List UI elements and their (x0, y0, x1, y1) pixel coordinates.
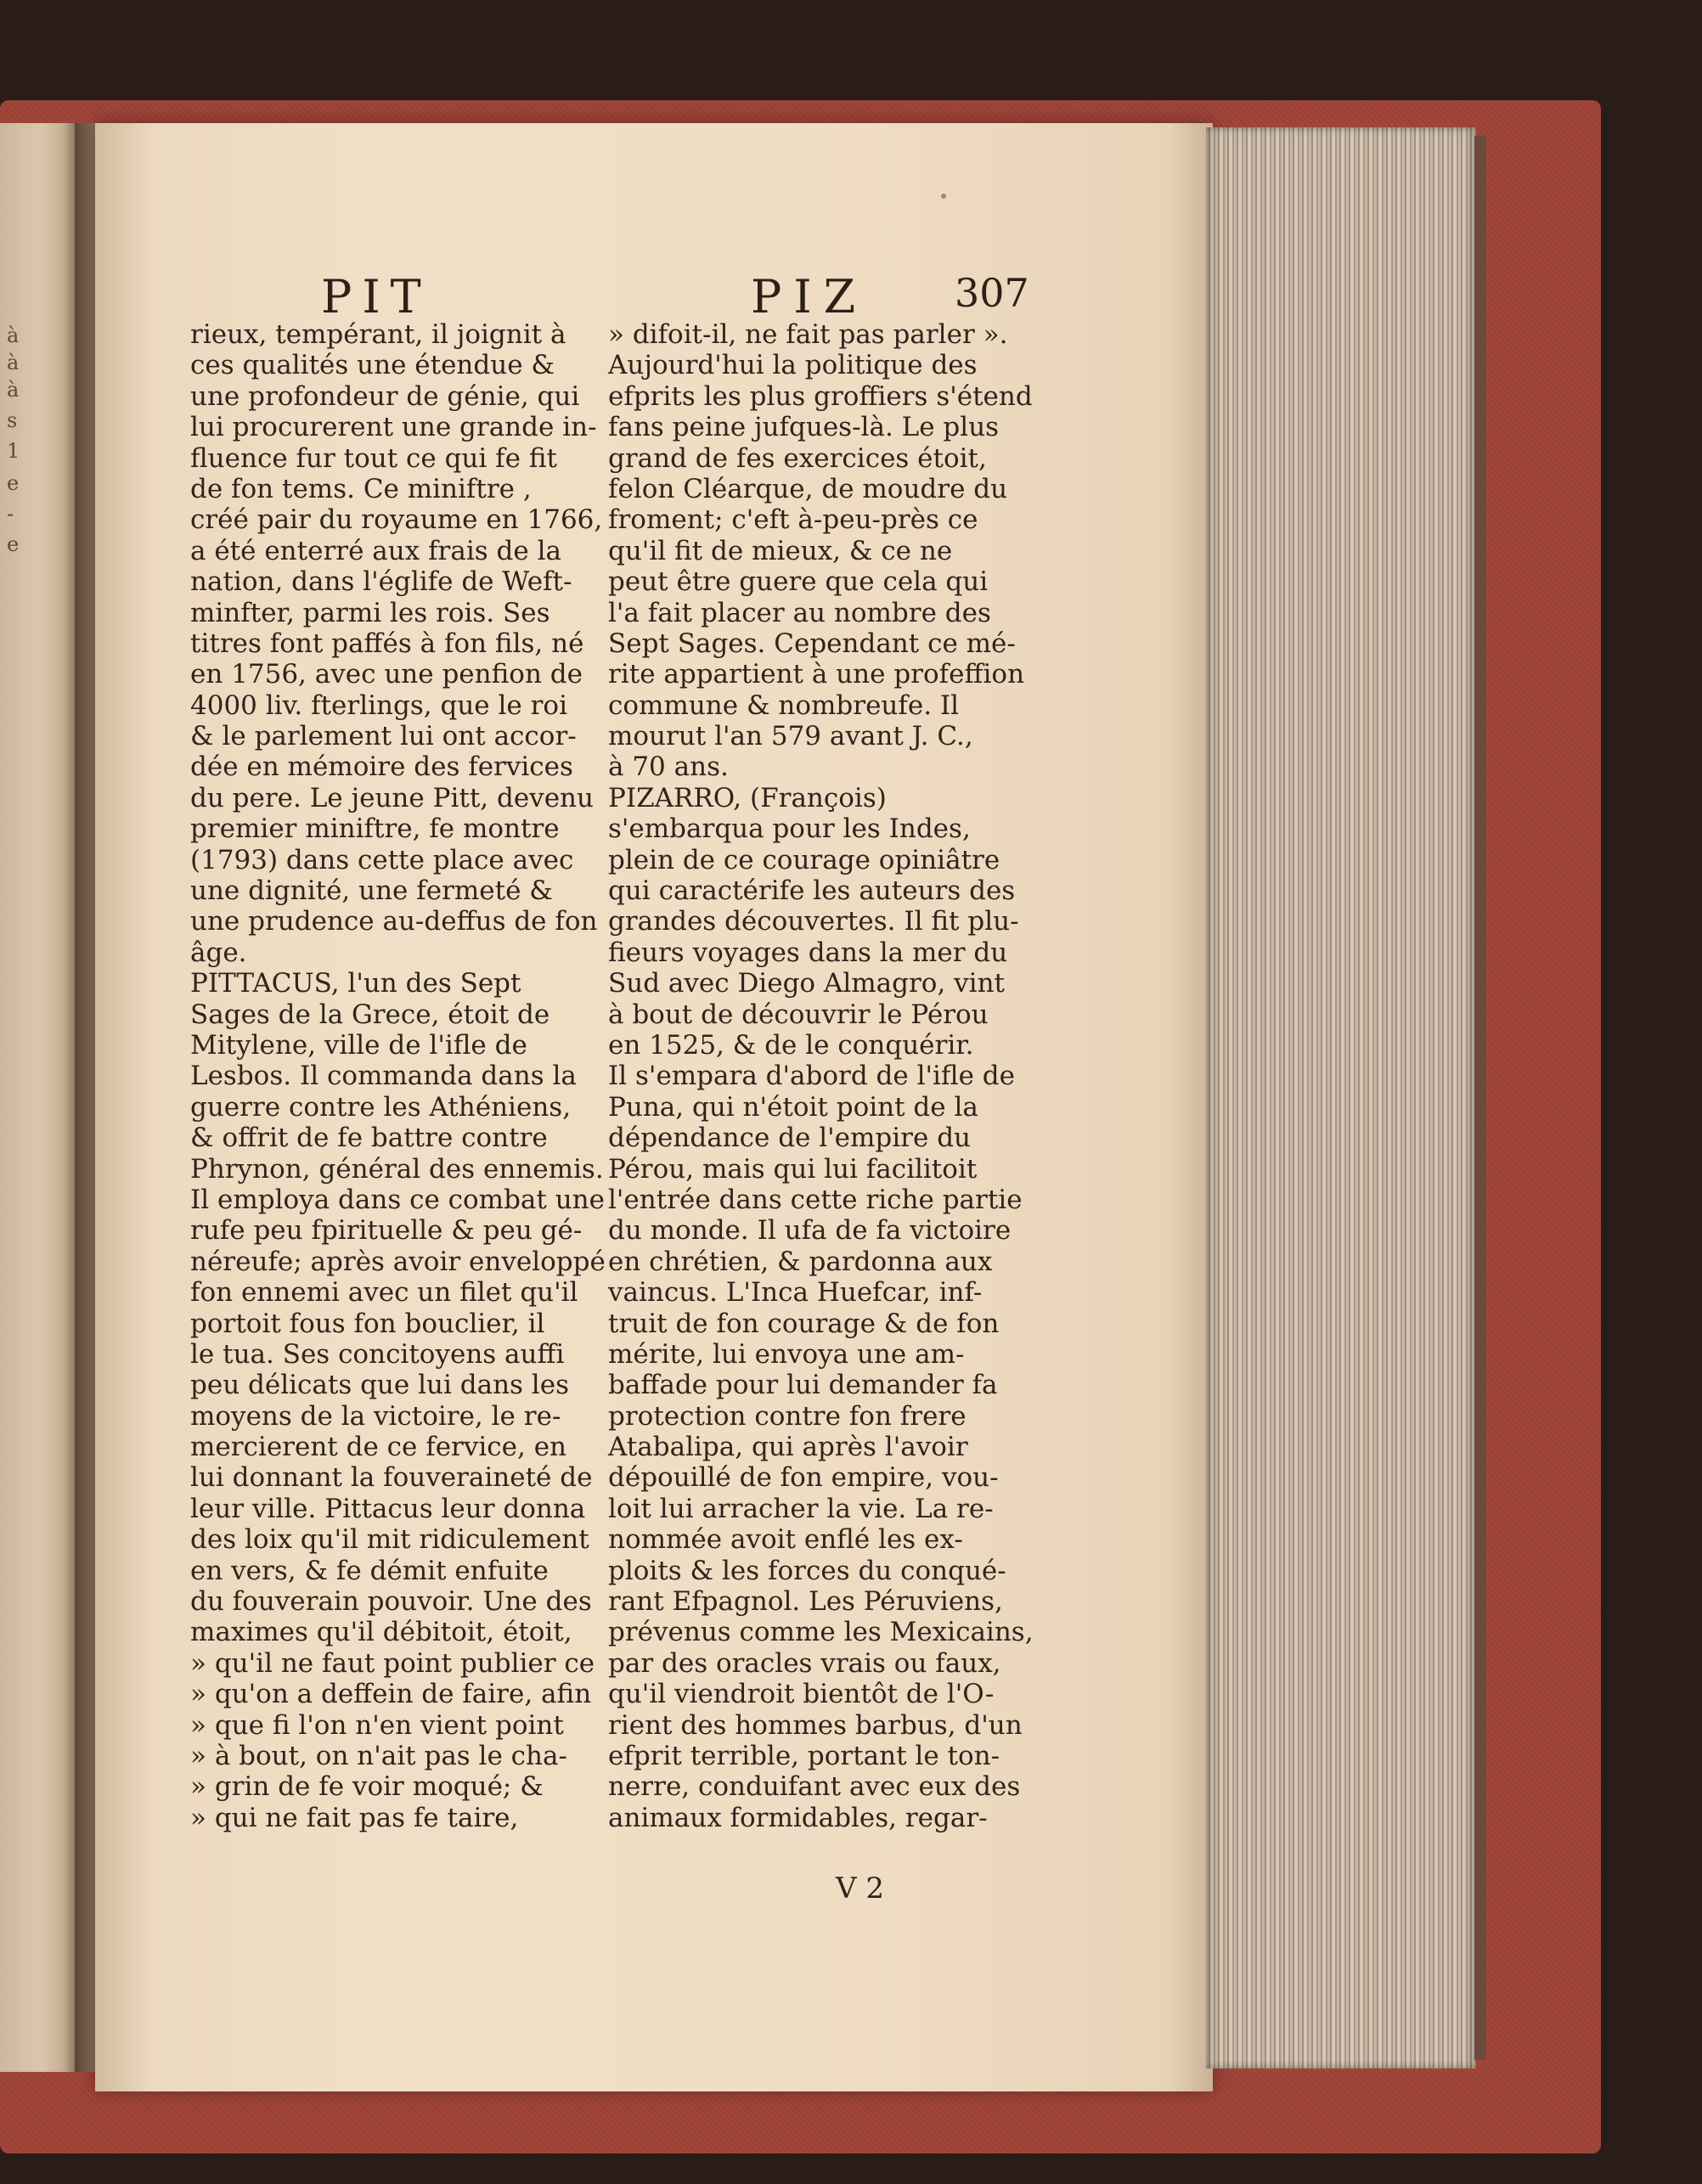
text-line: qu'il viendroit bientôt de l'O- (608, 1679, 995, 1710)
text-line: vaincus. L'Inca Huefcar, inf- (608, 1277, 983, 1309)
text-line: à bout de découvrir le Pérou (608, 999, 989, 1030)
text-line: en 1525, & de le conquérir. (608, 1029, 974, 1061)
text-line: premier miniftre, fe montre (190, 813, 560, 845)
text-line: Phrynon, général des ennemis. (190, 1153, 604, 1185)
text-line: une prudence au-deffus de fon (190, 906, 598, 937)
text-line: Aujourd'hui la politique des (608, 350, 978, 381)
text-line: du pere. Le jeune Pitt, devenu (190, 782, 594, 813)
text-line: Sept Sages. Cependant ce mé- (608, 628, 1016, 659)
text-line: qu'il fit de mieux, & ce ne (608, 535, 953, 566)
text-line: une profondeur de génie, qui (190, 380, 580, 412)
text-line: en 1756, avec une penfion de (190, 659, 583, 690)
text-line: nerre, conduifant avec eux des (608, 1771, 1021, 1803)
text-line: & le parlement lui ont accor- (190, 721, 577, 752)
text-line: PIZARRO, (François) (608, 782, 887, 813)
text-line: rite appartient à une profeffion (608, 659, 1025, 690)
margin-fragment: à (7, 378, 20, 402)
text-line: par des oracles vrais ou faux, (608, 1647, 1001, 1679)
text-line: du monde. Il ufa de fa victoire (608, 1215, 1012, 1247)
text-line: le tua. Ses concitoyens auffi (190, 1338, 565, 1370)
text-line: mourut l'an 579 avant J. C., (608, 721, 973, 752)
text-line: lui donnant la fouveraineté de (190, 1462, 593, 1494)
cover-board-edge (1474, 136, 1486, 2060)
text-line: en vers, & fe démit enfuite (190, 1555, 549, 1586)
margin-fragment: - (7, 502, 14, 526)
text-line: nommée avoit enflé les ex- (608, 1524, 963, 1556)
text-line: mérite, lui envoya une am- (608, 1338, 965, 1370)
text-line: lui procurerent une grande in- (190, 412, 597, 443)
text-line: nation, dans l'églife de Weft- (190, 566, 572, 598)
text-line: rant Efpagnol. Les Péruviens, (608, 1586, 1003, 1618)
text-line: protection contre fon frere (608, 1400, 967, 1432)
text-line: créé pair du royaume en 1766, (190, 504, 603, 536)
page-block-edge (1206, 127, 1476, 2069)
text-line: felon Cléarque, de moudre du (608, 473, 1008, 504)
text-line: commune & nombreufe. Il (608, 690, 960, 721)
text-line: du fouverain pouvoir. Une des (190, 1586, 592, 1618)
text-line: grandes découvertes. Il fit plu- (608, 906, 1019, 937)
text-column-left (190, 319, 606, 1833)
text-line: maximes qu'il débitoit, étoit, (190, 1617, 572, 1648)
text-line: » à bout, on n'ait pas le cha- (190, 1740, 567, 1771)
margin-fragment: à (7, 324, 20, 347)
text-line: efprits les plus groffiers s'étend (608, 380, 1033, 412)
text-line: mercierent de ce fervice, en (190, 1432, 567, 1463)
text-line: fluence fur tout ce qui fe fit (190, 442, 557, 474)
text-line: Il employa dans ce combat une (190, 1184, 605, 1215)
margin-fragment: 1 (7, 439, 20, 463)
text-line: loit lui arracher la vie. La re- (608, 1493, 994, 1524)
text-line: rufe peu fpirituelle & peu gé- (190, 1215, 583, 1247)
text-line: des loix qu'il mit ridiculement (190, 1524, 589, 1556)
text-line: ploits & les forces du conqué- (608, 1555, 1006, 1586)
text-line: minfter, parmi les rois. Ses (190, 597, 550, 628)
text-line: animaux formidables, regar- (608, 1802, 988, 1833)
text-line: guerre contre les Athéniens, (190, 1091, 572, 1123)
text-line: dépouillé de fon empire, vou- (608, 1462, 999, 1494)
margin-fragment: e (7, 471, 20, 495)
running-head-right: PIZ (751, 270, 868, 324)
text-line: dée en mémoire des fervices (190, 751, 573, 783)
text-line: portoit fous fon bouclier, il (190, 1308, 545, 1339)
text-line: » qu'on a deffein de faire, afin (190, 1679, 592, 1710)
text-line: » qu'il ne faut point publier ce (190, 1647, 595, 1679)
text-line: » qui ne fait pas fe taire, (190, 1802, 519, 1833)
running-head-left: PIT (321, 270, 431, 324)
text-line: plein de ce courage opiniâtre (608, 844, 1000, 875)
text-line: » difoit-il, ne fait pas parler ». (608, 319, 1008, 350)
text-line: moyens de la victoire, le re- (190, 1400, 561, 1432)
text-line: Il s'empara d'abord de l'ifle de (608, 1061, 1016, 1092)
margin-fragment: e (7, 532, 20, 556)
text-line: Mitylene, ville de l'ifle de (190, 1029, 527, 1061)
text-line: PITTACUS, l'un des Sept (190, 968, 521, 999)
text-line: l'a fait placer au nombre des (608, 597, 991, 628)
text-line: rieux, tempérant, il joignit à (190, 319, 566, 350)
text-line: efprit terrible, portant le ton- (608, 1740, 1000, 1771)
text-line: fieurs voyages dans la mer du (608, 937, 1008, 968)
text-line: froment; c'eft à-peu-près ce (608, 504, 978, 536)
text-line: » grin de fe voir moqué; & (190, 1771, 544, 1803)
text-line: titres font paffés à fon fils, né (190, 628, 584, 659)
text-line: fans peine jufques-là. Le plus (608, 412, 1000, 443)
text-line: prévenus comme les Mexicains, (608, 1617, 1034, 1648)
text-line: Sages de la Grece, étoit de (190, 999, 550, 1030)
left-page-edge (0, 123, 75, 2072)
text-line: grand de fes exercices étoit, (608, 442, 987, 474)
margin-fragment: s (7, 408, 18, 432)
text-line: dépendance de l'empire du (608, 1123, 972, 1154)
text-line: leur ville. Pittacus leur donna (190, 1493, 586, 1524)
text-line: » que fi l'on n'en vient point (190, 1709, 564, 1741)
text-line: l'entrée dans cette riche partie (608, 1184, 1023, 1215)
text-line: fon ennemi avec un filet qu'il (190, 1277, 578, 1309)
text-line: de fon tems. Ce miniftre , (190, 473, 532, 504)
text-line: qui caractérife les auteurs des (608, 875, 1016, 907)
text-line: a été enterré aux frais de la (190, 535, 561, 566)
signature-mark: V 2 (836, 1872, 884, 1905)
text-line: rient des hommes barbus, d'un (608, 1709, 1023, 1741)
text-line: en chrétien, & pardonna aux (608, 1246, 993, 1277)
text-line: Pérou, mais qui lui facilitoit (608, 1153, 978, 1185)
text-line: 4000 liv. fterlings, que le roi (190, 690, 567, 721)
text-line: peu délicats que lui dans les (190, 1370, 569, 1401)
text-line: Sud avec Diego Almagro, vint (608, 968, 1005, 999)
text-line: s'embarqua pour les Indes, (608, 813, 971, 845)
text-line: peut être guere que cela qui (608, 566, 989, 598)
text-line: Puna, qui n'étoit point de la (608, 1091, 978, 1123)
text-line: Atabalipa, qui après l'avoir (608, 1432, 968, 1463)
text-line: baffade pour lui demander fa (608, 1370, 998, 1401)
text-line: truit de fon courage & de fon (608, 1308, 1000, 1339)
text-line: Lesbos. Il commanda dans la (190, 1061, 577, 1092)
text-line: âge. (190, 937, 247, 968)
text-line: une dignité, une fermeté & (190, 875, 553, 907)
page-number: 307 (955, 270, 1029, 316)
text-line: (1793) dans cette place avec (190, 844, 574, 875)
text-line: ces qualités une étendue & (190, 350, 555, 381)
paper-spot (941, 194, 946, 199)
text-line: néreufe; après avoir enveloppé (190, 1246, 606, 1277)
text-column-right (608, 319, 1034, 1833)
text-line: & offrit de fe battre contre (190, 1123, 548, 1154)
margin-fragment: à (7, 351, 20, 374)
text-line: à 70 ans. (608, 751, 729, 783)
